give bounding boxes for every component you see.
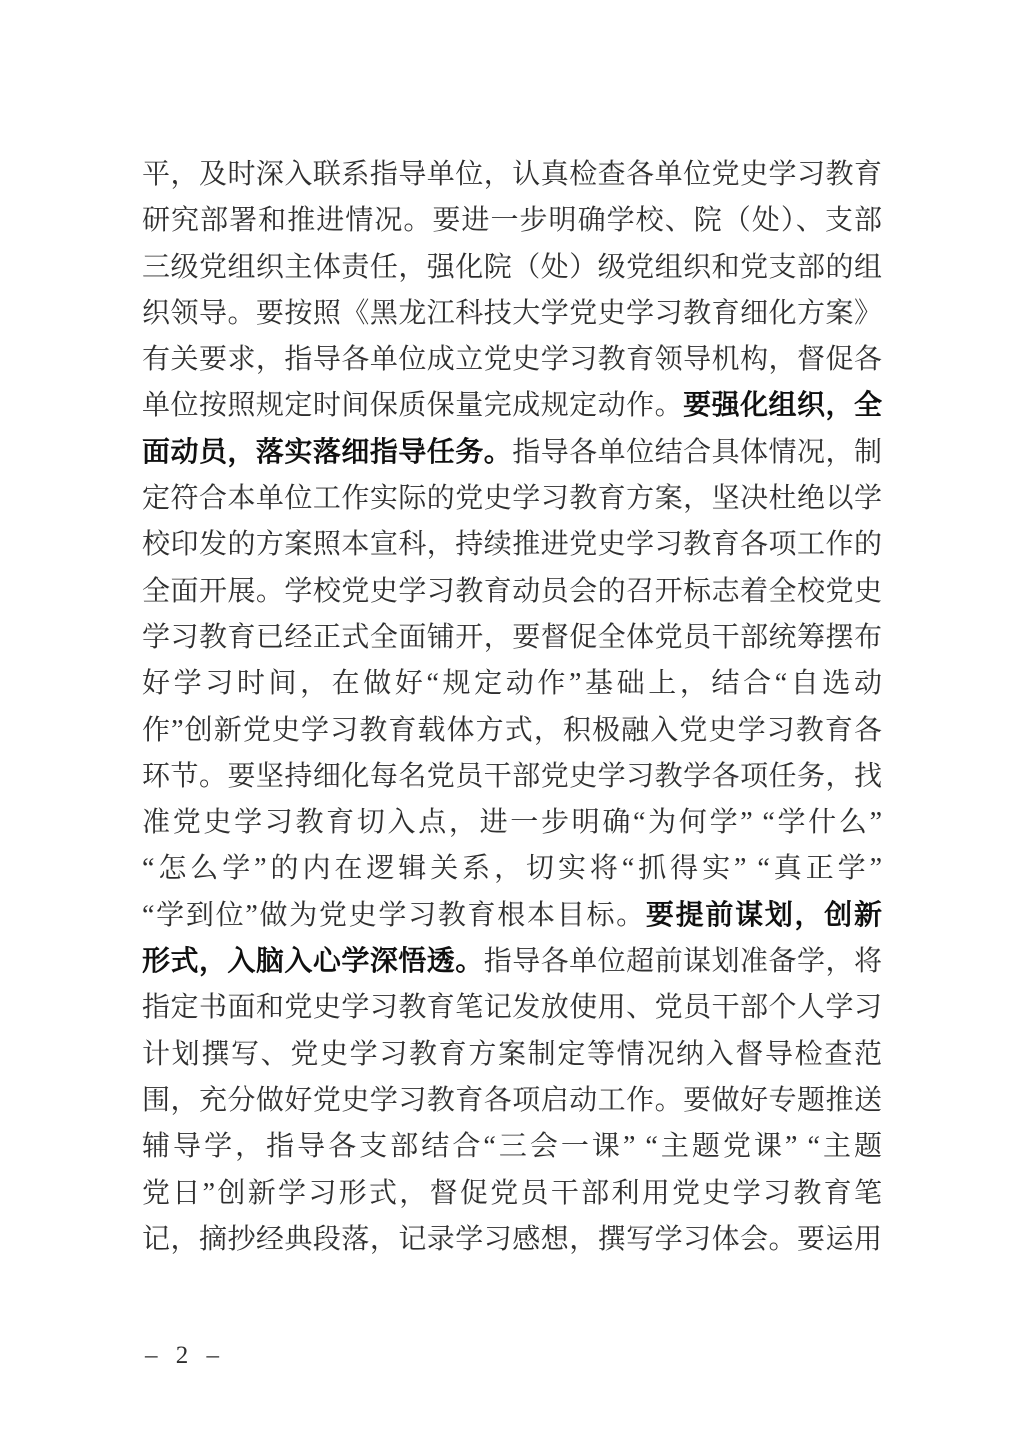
text-line [142, 1078, 882, 1124]
text-line [142, 476, 882, 522]
text-segment: 定符合本单位工作实际的党史学习教育方案，坚决杜绝以学 [142, 483, 882, 515]
text-segment: 研究部署和推进情况。要进一步明确学校、院（处）、支部 [142, 205, 882, 237]
text-line [142, 245, 882, 291]
text-segment: 指定书面和党史学习教育笔记发放使用、党员干部个人学习 [142, 992, 882, 1024]
text-line [142, 985, 882, 1031]
text-line [142, 1217, 882, 1263]
text-line [142, 569, 882, 615]
text-segment: 围，充分做好党史学习教育各项启动工作。要做好专题推送 [142, 1084, 882, 1116]
text-segment: 计划撰写、党史学习教育方案制定等情况纳入督导检查范 [142, 1038, 882, 1070]
text-line [142, 383, 882, 429]
text-line [142, 661, 882, 707]
text-line [142, 708, 882, 754]
bold-text-segment: 形式，入脑入心学深悟透。 [142, 946, 484, 978]
text-line [142, 1032, 882, 1078]
bold-text-segment: 要强化组织，全 [683, 390, 882, 422]
text-line [142, 1171, 882, 1217]
text-line [142, 939, 882, 985]
text-segment: 记，摘抄经典段落，记录学习感想，撰写学习体会。要运用 [142, 1223, 882, 1255]
text-line [142, 893, 882, 939]
text-segment: 单位按照规定时间保质保量完成规定动作。 [142, 390, 684, 422]
text-line [142, 1124, 882, 1170]
text-line [142, 846, 882, 892]
text-segment: 校印发的方案照本宣科，持续推进党史学习教育各项工作的 [142, 529, 882, 561]
text-line [142, 291, 882, 337]
text-line [142, 754, 882, 800]
bold-text-segment: 面动员，落实落细指导任务。 [142, 436, 513, 468]
text-segment: 平，及时深入联系指导单位，认真检查各单位党史学习教育 [142, 159, 882, 190]
text-segment: 辅导学，指导各支部结合“三会一课” “主题党课” “主题 [142, 1131, 882, 1163]
text-line [142, 800, 882, 846]
text-segment: 三级党组织主体责任，强化院（处）级党组织和党支部的组 [142, 251, 882, 283]
text-segment: 环节。要坚持细化每名党员干部党史学习教学各项任务，找 [142, 760, 882, 792]
text-segment: 有关要求，指导各单位成立党史学习教育领导机构，督促各 [142, 344, 882, 376]
text-segment: “怎么学”的内在逻辑关系，切实将“抓得实” “真正学” [142, 853, 882, 885]
text-segment: 全面开展。学校党史学习教育动员会的召开标志着全校党史 [142, 575, 882, 607]
text-line [142, 430, 882, 476]
text-segment: 织领导。要按照《黑龙江科技大学党史学习教育细化方案》 [142, 297, 882, 329]
text-line [142, 522, 882, 568]
text-line [142, 615, 882, 661]
text-line [142, 337, 882, 383]
page-number: – 2 – [145, 1342, 225, 1369]
text-segment: 学习教育已经正式全面铺开，要督促全体党员干部统筹摆布 [142, 621, 882, 653]
text-segment: 作”创新党史学习教育载体方式，积极融入党史学习教育各 [142, 714, 882, 746]
text-segment: 好学习时间，在做好“规定动作”基础上，结合“自选动 [142, 668, 882, 700]
bold-text-segment: 要提前谋划，创新 [645, 899, 882, 931]
text-line [142, 152, 882, 198]
document-text-block [142, 152, 882, 1263]
text-segment: 指导各单位结合具体情况，制 [512, 436, 882, 468]
text-line [142, 198, 882, 244]
text-segment: 指导各单位超前谋划准备学，将 [483, 946, 882, 978]
text-segment: “学到位”做为党史学习教育根本目标。 [142, 899, 646, 931]
text-segment: 准党史学习教育切入点，进一步明确“为何学” “学什么” [142, 807, 882, 839]
text-segment: 党日”创新学习形式，督促党员干部利用党史学习教育笔 [142, 1177, 882, 1209]
